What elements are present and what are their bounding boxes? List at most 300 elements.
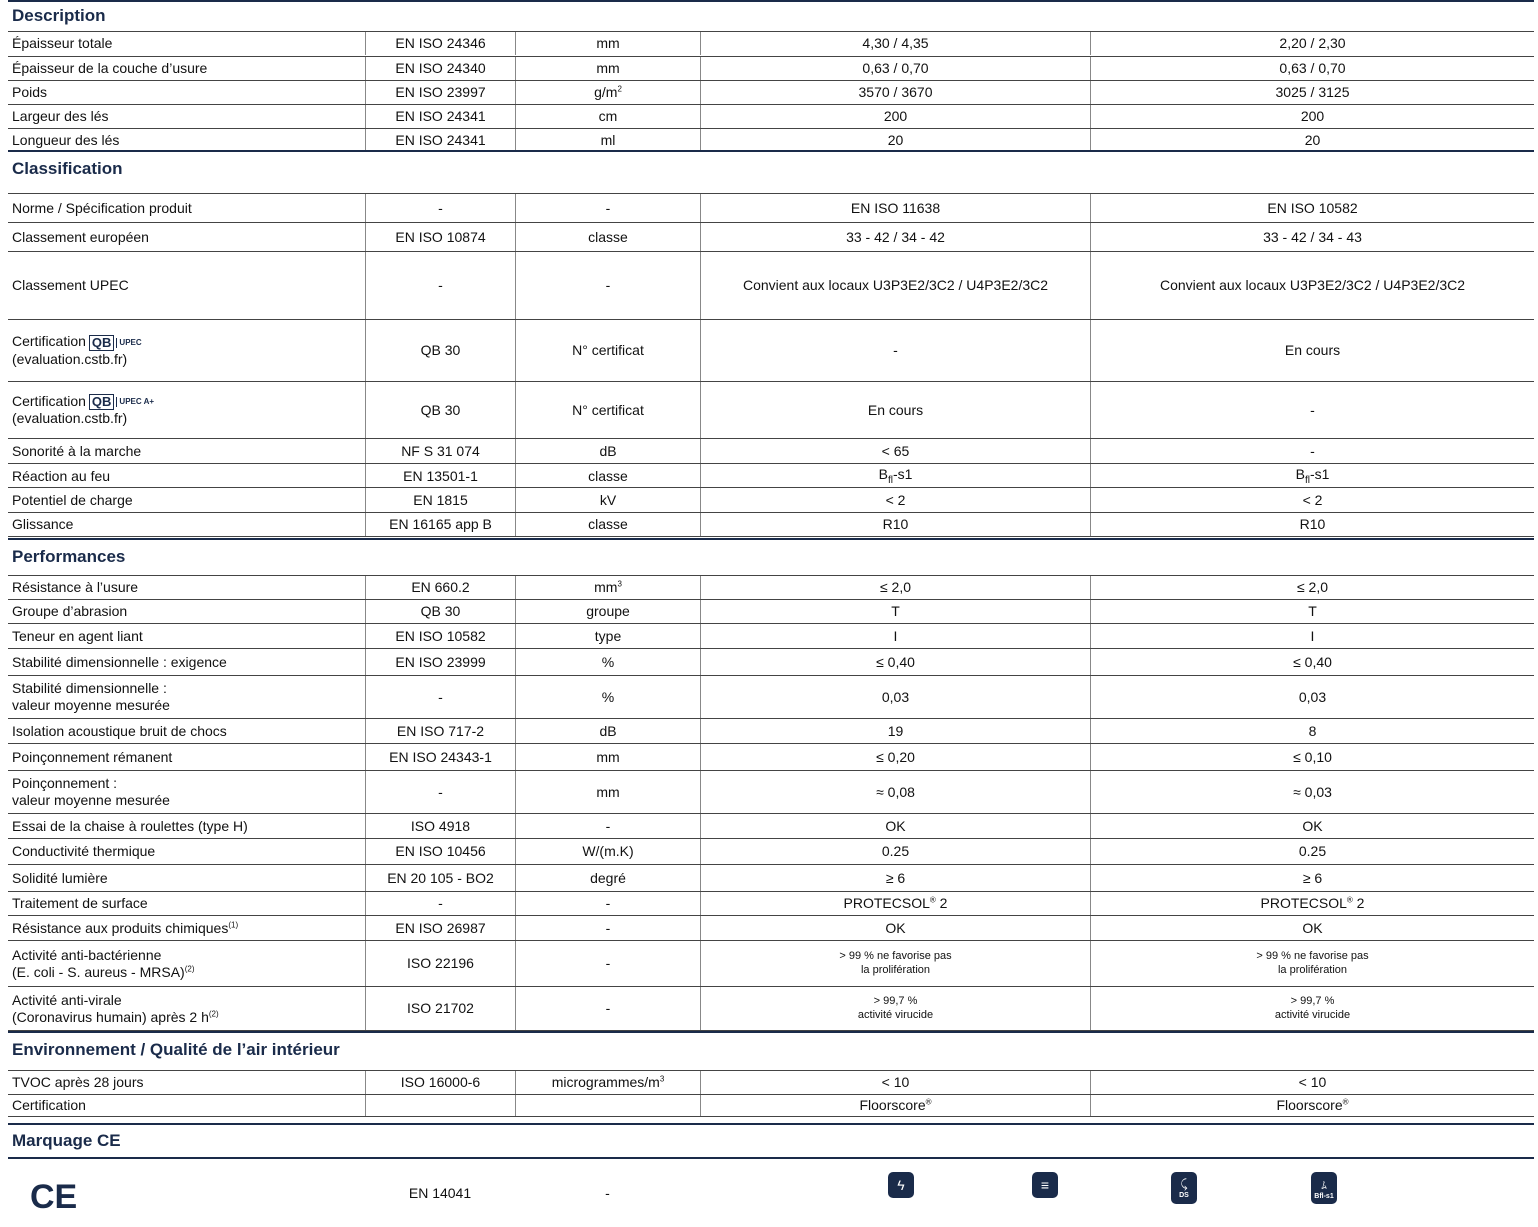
row-value-2-text: Floorscore® <box>1276 1097 1349 1114</box>
row-label <box>8 987 365 1030</box>
row-norm <box>365 105 515 128</box>
row-label <box>8 488 365 512</box>
row-value-1 <box>700 676 1090 718</box>
row-norm-text: EN ISO 23997 <box>395 84 486 101</box>
table-row <box>8 319 1534 381</box>
row-label <box>8 439 365 463</box>
row-value-2-text: $B_{fl}-s1$ <box>1295 465 1330 486</box>
section-title: Description <box>12 5 106 25</box>
ce-divider <box>8 1157 1534 1159</box>
row-unit <box>515 814 700 838</box>
row-unit <box>515 439 700 463</box>
row-value-1-text: ≤ 0,40 <box>876 653 915 670</box>
table-row <box>8 770 1534 813</box>
row-value-1 <box>700 916 1090 940</box>
row-value-1-text: > 99 % ne favorise pas la prolifération <box>839 950 952 976</box>
row-unit <box>515 513 700 536</box>
row-norm <box>365 320 515 381</box>
row-value-2-text: > 99 % ne favorise pas la prolifération <box>1256 950 1369 976</box>
row-value-1 <box>700 464 1090 488</box>
row-value-1 <box>700 865 1090 891</box>
row-value-1 <box>700 649 1090 675</box>
row-norm <box>365 941 515 986</box>
row-norm <box>365 676 515 718</box>
table-row <box>8 1094 1534 1117</box>
row-value-1-text: ≤ 0,20 <box>876 748 915 765</box>
row-label <box>8 839 365 864</box>
row-value-1-text: R10 <box>882 516 909 533</box>
row-value-2 <box>1090 320 1534 381</box>
row-norm <box>365 81 515 104</box>
row-unit-text: mm <box>596 748 620 765</box>
row-value-1 <box>700 439 1090 463</box>
row-norm-text: EN ISO 24341 <box>395 108 486 125</box>
row-value-2 <box>1090 719 1534 743</box>
table-row <box>8 891 1534 915</box>
row-norm-text: EN ISO 24340 <box>395 60 486 77</box>
row-label-text: Classement européen <box>12 228 149 245</box>
row-unit <box>515 676 700 718</box>
row-norm <box>365 892 515 915</box>
row-label <box>8 320 365 381</box>
row-norm-text: - <box>438 277 443 294</box>
row-unit <box>515 649 700 675</box>
row-value-2-text: T <box>1308 603 1317 620</box>
row-label-text: Réaction au feu <box>12 467 111 484</box>
row-unit-text: - <box>605 1000 611 1017</box>
table-row <box>8 864 1534 891</box>
table-row <box>8 986 1534 1031</box>
row-value-1-text: ≥ 6 <box>885 869 906 886</box>
row-unit <box>515 916 700 940</box>
row-norm <box>365 223 515 251</box>
row-norm-text: EN 13501-1 <box>403 467 478 484</box>
row-norm <box>365 624 515 648</box>
row-norm-text: EN ISO 24341 <box>395 132 486 149</box>
row-unit <box>515 464 700 488</box>
row-label <box>8 1095 365 1116</box>
table-row <box>8 838 1534 864</box>
row-unit <box>515 600 700 623</box>
row-label-text: Solidité lumière <box>12 869 108 886</box>
row-value-2 <box>1090 987 1534 1030</box>
qb-logo-mark: QB <box>89 335 115 351</box>
row-norm-text: EN ISO 717-2 <box>396 722 485 739</box>
row-label-text: Stabilité dimensionnelle : valeur moyenne mesurée <box>12 680 170 713</box>
table-row <box>8 381 1534 438</box>
row-norm <box>365 57 515 80</box>
tech-sheet <box>8 0 1534 1227</box>
row-label <box>8 676 365 718</box>
row-norm <box>365 744 515 770</box>
ce-unit: - <box>605 1185 610 1201</box>
row-label <box>8 941 365 986</box>
row-norm <box>365 488 515 512</box>
row-unit-text: type <box>594 627 622 644</box>
row-label-text: Essai de la chaise à roulettes (type H) <box>12 817 248 834</box>
row-value-2-text: 33 - 42 / 34 - 43 <box>1263 228 1362 245</box>
row-value-1 <box>700 223 1090 251</box>
row-norm <box>365 814 515 838</box>
row-label-text: Largeur des lés <box>12 108 109 125</box>
row-value-1-text: < 2 <box>885 491 906 508</box>
table-row <box>8 487 1534 512</box>
row-unit-text: - <box>605 817 611 834</box>
row-label-text: Résistance aux produits chimiques$^{(1)}$ <box>12 919 239 936</box>
table-row <box>8 940 1534 986</box>
row-norm <box>365 32 515 55</box>
table-row <box>8 1070 1534 1094</box>
row-unit-text: $mm^3$ <box>594 579 622 596</box>
slip-resistance-icon: ⤹ DS <box>1171 1172 1197 1204</box>
row-unit <box>515 839 700 864</box>
row-value-1 <box>700 600 1090 623</box>
row-label-text: Traitement de surface <box>12 895 148 912</box>
row-value-2 <box>1090 771 1534 813</box>
row-norm <box>365 865 515 891</box>
row-norm <box>365 382 515 438</box>
row-label-text: Résistance à l’usure <box>12 579 139 596</box>
table-row <box>8 463 1534 488</box>
row-value-2-text: - <box>1310 401 1315 418</box>
table-row <box>8 623 1534 648</box>
row-norm <box>365 194 515 222</box>
row-label <box>8 719 365 743</box>
row-value-2-text: ≤ 0,40 <box>1293 653 1332 670</box>
row-unit-text: W/(m.K) <box>582 843 634 860</box>
row-value-2 <box>1090 513 1534 536</box>
row-value-1 <box>700 814 1090 838</box>
row-label-text: Classement UPEC <box>12 277 129 294</box>
row-unit-text: - <box>605 277 611 294</box>
table-row <box>8 599 1534 623</box>
row-value-2 <box>1090 129 1534 152</box>
row-unit-text: dB <box>599 442 617 459</box>
row-norm-text: - <box>438 895 443 912</box>
table-row <box>8 743 1534 770</box>
row-label <box>8 223 365 251</box>
row-norm-text: EN ISO 26987 <box>395 919 486 936</box>
row-label <box>8 916 365 940</box>
row-unit-text: mm <box>596 60 620 77</box>
row-unit <box>515 194 700 222</box>
table-row <box>8 104 1534 128</box>
row-value-1 <box>700 513 1090 536</box>
row-value-1-text: Convient aux locaux U3P3E2/3C2 / U4P3E2/3C2 <box>742 277 1049 294</box>
row-norm <box>365 513 515 536</box>
row-value-2 <box>1090 892 1534 915</box>
row-unit <box>515 771 700 813</box>
row-value-1 <box>700 488 1090 512</box>
row-value-2-text: 200 <box>1300 108 1325 125</box>
row-unit-text: $g/m^2$ <box>594 84 622 101</box>
row-label <box>8 382 365 438</box>
row-value-1-text: > 99,7 % activité virucide <box>857 995 934 1021</box>
table-row <box>8 80 1534 104</box>
row-value-2 <box>1090 1095 1534 1116</box>
table-row <box>8 193 1534 222</box>
row-value-2 <box>1090 744 1534 770</box>
table-row <box>8 512 1534 537</box>
row-norm-text: EN 20 105 - BO2 <box>387 869 494 886</box>
row-unit-text: - <box>605 919 611 936</box>
row-value-2-text: I <box>1310 627 1315 644</box>
heating-icon: ≡ <box>1032 1172 1058 1198</box>
row-label-text: Épaisseur de la couche d’usure <box>12 60 208 77</box>
row-value-2-text: R10 <box>1299 516 1326 533</box>
ce-norm: EN 14041 <box>408 1185 472 1201</box>
row-norm-text: EN 660.2 <box>411 579 470 596</box>
row-value-1 <box>700 194 1090 222</box>
row-label <box>8 1071 365 1094</box>
row-value-1 <box>700 382 1090 438</box>
row-unit <box>515 129 700 152</box>
table-row <box>8 128 1534 152</box>
row-unit <box>515 941 700 986</box>
row-value-2 <box>1090 57 1534 80</box>
row-label-text: Stabilité dimensionnelle : exigence <box>12 653 227 670</box>
row-value-2 <box>1090 600 1534 623</box>
row-unit <box>515 1071 700 1094</box>
row-value-2-text: > 99,7 % activité virucide <box>1274 995 1351 1021</box>
qb-certification-logo <box>89 394 154 410</box>
row-norm-text: - <box>438 199 443 216</box>
antistatic-icon: ϟ <box>888 1172 914 1198</box>
row-label <box>8 252 365 319</box>
row-unit-text: - <box>605 895 611 912</box>
ce-mark: CE <box>30 1178 78 1216</box>
table-row <box>8 648 1534 675</box>
row-value-1-text: PROTECSOL® 2 <box>843 895 948 912</box>
row-value-1-text: En cours <box>867 401 924 418</box>
section-title: Performances <box>12 547 126 566</box>
row-norm <box>365 600 515 623</box>
row-value-1-text: ≤ 2,0 <box>879 579 912 596</box>
row-norm <box>365 129 515 152</box>
row-norm-text: EN ISO 24346 <box>395 35 486 52</box>
section-header-environnement <box>8 1031 1534 1067</box>
row-label-text: Longueur des lés <box>12 132 120 149</box>
row-unit <box>515 719 700 743</box>
row-value-1 <box>700 81 1090 104</box>
row-label-text: Certification <box>12 1097 86 1114</box>
row-norm-text: QB 30 <box>420 401 461 418</box>
row-value-1 <box>700 32 1090 55</box>
row-label-text: Teneur en agent liant <box>12 627 143 644</box>
table-row <box>8 813 1534 838</box>
row-unit-text: groupe <box>586 603 630 620</box>
row-label-text: Poids <box>12 84 48 101</box>
row-value-1-text: OK <box>885 817 906 834</box>
row-unit <box>515 624 700 648</box>
section-header-classification <box>8 150 1534 186</box>
row-unit <box>515 488 700 512</box>
row-norm <box>365 1071 515 1094</box>
row-label-text: Épaisseur totale <box>12 35 113 52</box>
row-norm-text: EN 16165 app B <box>389 516 492 533</box>
row-unit-text: mm <box>596 35 620 52</box>
row-unit <box>515 32 700 55</box>
row-value-1-text: < 10 <box>881 1074 910 1091</box>
row-norm <box>365 916 515 940</box>
row-value-1 <box>700 987 1090 1030</box>
row-label-text: Norme / Spécification produit <box>12 199 192 216</box>
row-value-2 <box>1090 81 1534 104</box>
table-row <box>8 718 1534 743</box>
row-value-2-text: - <box>1310 442 1315 459</box>
row-value-1-text: 20 <box>887 132 904 149</box>
row-unit <box>515 744 700 770</box>
row-label-text: Potentiel de charge <box>12 491 133 508</box>
row-norm <box>365 439 515 463</box>
row-label-text: Groupe d’abrasion <box>12 603 128 620</box>
row-value-2 <box>1090 941 1534 986</box>
row-value-1 <box>700 719 1090 743</box>
row-label-text: Poinçonnement rémanent <box>12 748 173 765</box>
row-norm <box>365 576 515 599</box>
qb-logo-sub: UPEC A+ <box>116 397 154 407</box>
row-value-1 <box>700 57 1090 80</box>
row-norm <box>365 839 515 864</box>
row-value-1 <box>700 252 1090 319</box>
row-label <box>8 744 365 770</box>
section-header-description <box>8 0 1534 29</box>
row-value-1 <box>700 320 1090 381</box>
row-norm <box>365 1095 515 1116</box>
row-unit <box>515 105 700 128</box>
row-value-1-text: 0,63 / 0,70 <box>862 60 929 77</box>
row-label <box>8 464 365 488</box>
row-value-2-text: 20 <box>1304 132 1321 149</box>
row-label <box>8 865 365 891</box>
row-unit-text: kV <box>599 491 617 508</box>
row-norm <box>365 771 515 813</box>
row-value-2-text: 0.25 <box>1298 843 1327 860</box>
row-label <box>8 624 365 648</box>
row-value-2-text: ≤ 2,0 <box>1296 579 1329 596</box>
row-value-1 <box>700 941 1090 986</box>
row-value-1-text: Floorscore® <box>859 1097 932 1114</box>
row-value-1-text: - <box>893 342 898 359</box>
row-label-text: Activité anti-bactérienne (E. coli - S. aureus - MRSA)$^{(2)}$ <box>12 946 195 980</box>
row-value-1-text: 0,03 <box>881 688 910 705</box>
table-row <box>8 56 1534 80</box>
row-norm-text: NF S 31 074 <box>401 442 480 459</box>
row-unit <box>515 1095 700 1116</box>
row-unit-text: N° certificat <box>572 401 644 418</box>
row-value-2 <box>1090 464 1534 488</box>
table-row <box>8 31 1534 55</box>
row-value-2 <box>1090 676 1534 718</box>
row-value-1-text: 33 - 42 / 34 - 42 <box>846 228 945 245</box>
qb-logo-mark: QB <box>89 394 115 410</box>
row-label <box>8 129 365 152</box>
row-value-2-text: Convient aux locaux U3P3E2/3C2 / U4P3E2/3C2 <box>1159 277 1466 294</box>
row-label <box>8 771 365 813</box>
row-value-2 <box>1090 105 1534 128</box>
row-value-1 <box>700 624 1090 648</box>
row-label <box>8 105 365 128</box>
row-unit <box>515 223 700 251</box>
row-value-2 <box>1090 194 1534 222</box>
row-value-2 <box>1090 916 1534 940</box>
row-value-2-text: En cours <box>1284 342 1341 359</box>
row-value-2 <box>1090 252 1534 319</box>
row-value-2 <box>1090 439 1534 463</box>
row-norm-text: QB 30 <box>420 342 461 359</box>
row-unit <box>515 382 700 438</box>
row-label <box>8 57 365 80</box>
row-norm-text: EN 1815 <box>413 491 468 508</box>
row-unit <box>515 252 700 319</box>
row-unit <box>515 57 700 80</box>
row-value-2-text: 3025 / 3125 <box>1275 84 1350 101</box>
row-label-text: Activité anti-virale (Coronavirus humain) après 2 $h^{(2)}$ <box>12 991 219 1025</box>
table-row <box>8 222 1534 251</box>
row-value-2-text: PROTECSOL® 2 <box>1260 895 1365 912</box>
row-label <box>8 81 365 104</box>
row-value-2-text: < 10 <box>1298 1074 1327 1091</box>
row-label-text: Poinçonnement : valeur moyenne mesurée <box>12 775 170 808</box>
row-label <box>8 814 365 838</box>
row-value-2 <box>1090 1071 1534 1094</box>
section-title: Marquage CE <box>12 1131 121 1150</box>
table-row <box>8 675 1534 718</box>
row-value-2 <box>1090 223 1534 251</box>
row-norm <box>365 464 515 488</box>
row-label <box>8 649 365 675</box>
row-label-text: Certification QB UPEC A+ (evaluation.cstb.fr) <box>12 392 155 427</box>
row-label-text: TVOC après 28 jours <box>12 1074 144 1091</box>
row-unit-text: N° certificat <box>572 342 644 359</box>
row-value-1-text: ≈ 0,08 <box>876 783 915 800</box>
row-norm-text: QB 30 <box>420 603 461 620</box>
row-value-1-text: T <box>891 603 900 620</box>
qb-certification-logo <box>89 335 142 351</box>
row-norm-text: EN ISO 23999 <box>395 653 486 670</box>
row-norm-text: - <box>438 783 443 800</box>
row-value-1 <box>700 839 1090 864</box>
row-norm-text: EN ISO 24343-1 <box>389 748 492 765</box>
row-norm <box>365 987 515 1030</box>
row-value-1-text: $B_{fl}-s1$ <box>878 465 913 486</box>
row-unit <box>515 81 700 104</box>
row-value-1-text: 200 <box>883 108 908 125</box>
row-unit <box>515 576 700 599</box>
row-label-text: Conductivité thermique <box>12 843 156 860</box>
row-value-2-text: OK <box>1302 817 1323 834</box>
row-value-1-text: OK <box>885 919 906 936</box>
row-value-2 <box>1090 576 1534 599</box>
row-value-2 <box>1090 488 1534 512</box>
row-unit-text: cm <box>598 108 618 125</box>
row-value-1-text: 4,30 / 4,35 <box>862 35 929 52</box>
row-value-2-text: 0,03 <box>1298 688 1327 705</box>
table-row <box>8 915 1534 940</box>
row-label <box>8 892 365 915</box>
row-unit <box>515 892 700 915</box>
qb-logo-sub: UPEC <box>116 338 141 348</box>
section-header-marquage <box>8 1123 1534 1157</box>
row-norm-text: EN ISO 10582 <box>395 627 486 644</box>
row-value-1 <box>700 744 1090 770</box>
row-unit-text: ml <box>600 132 616 149</box>
row-unit-text: degré <box>590 869 626 886</box>
section-title: Environnement / Qualité de l’air intérieur <box>12 1040 340 1059</box>
row-value-2 <box>1090 649 1534 675</box>
row-value-1 <box>700 1071 1090 1094</box>
row-value-2-text: 8 <box>1308 722 1317 739</box>
